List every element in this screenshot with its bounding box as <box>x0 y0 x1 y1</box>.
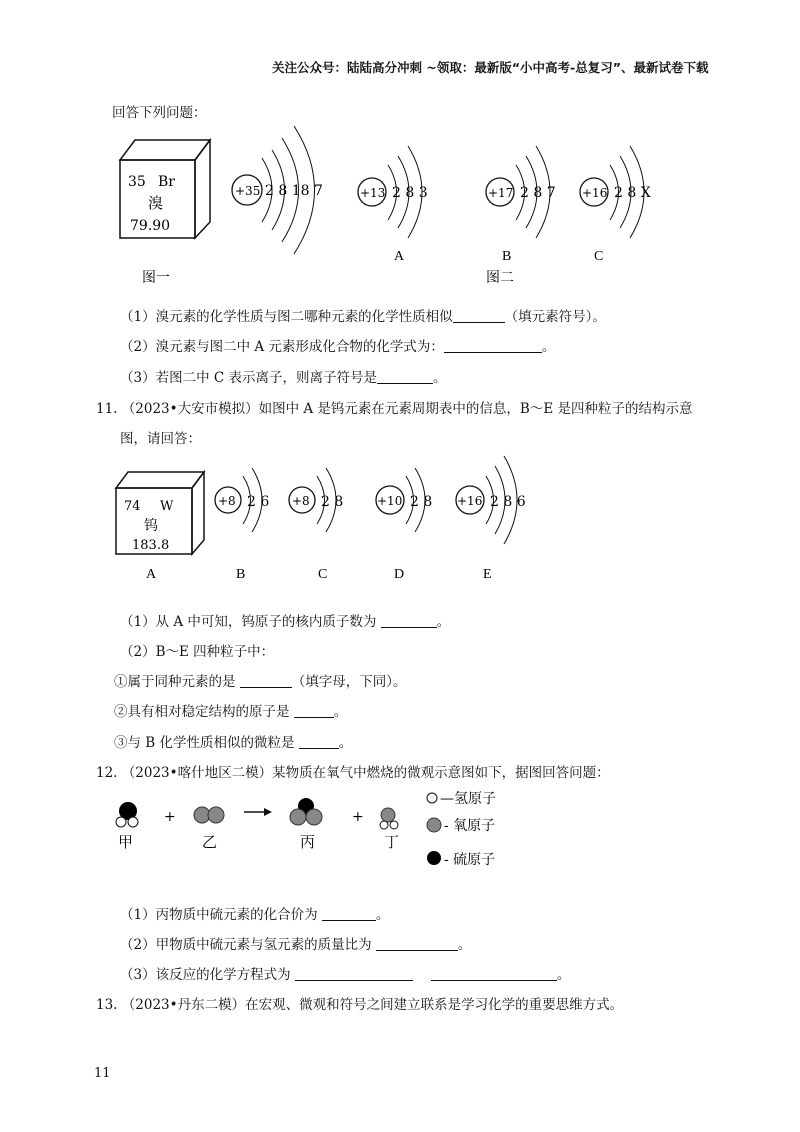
q11-label-b: B <box>236 567 246 582</box>
atom-a-nucleus: +13 <box>360 186 386 200</box>
atom-legend <box>427 791 496 868</box>
intro-text: 回答下列问题： <box>112 105 207 121</box>
q11-item-5: ③与 B 化学性质相似的微粒是 。 <box>114 735 353 751</box>
q12-item-1: （1）丙物质中硫元素的化合价为 。 <box>120 907 390 923</box>
page-number: 11 <box>94 1066 111 1081</box>
molecule-jia <box>116 802 138 851</box>
plus-sign-2: + <box>352 809 364 825</box>
particle-c-nucleus: +8 <box>292 494 310 508</box>
q11-item-2: （2）B～E 四种粒子中： <box>120 644 275 660</box>
particle-d-nucleus: +10 <box>377 494 403 508</box>
q11-title-line2: 图，请回答： <box>120 431 201 447</box>
q10-item-3: （3）若图二中 C 表示离子，则离子符号是 。 <box>120 370 447 386</box>
answer-blank[interactable] <box>431 966 557 981</box>
molecule-ding <box>380 808 399 851</box>
atom-a-diagram <box>358 146 428 264</box>
answer-blank[interactable] <box>299 734 339 749</box>
q11-label-a: A <box>146 567 157 582</box>
answer-blank[interactable] <box>453 308 505 323</box>
label-bing: 丙 <box>300 833 316 851</box>
q10-figure <box>100 120 700 290</box>
legend-hydrogen: —氢原子 <box>440 791 496 807</box>
bromine-element-box <box>120 140 210 238</box>
particle-c-diagram <box>289 468 343 532</box>
q11-item-1: （1）从 A 中可知，钨原子的核内质子数为 。 <box>120 614 451 630</box>
particle-c-shells: 2 8 <box>321 494 344 510</box>
atom-b-nucleus: +17 <box>488 186 514 200</box>
answer-blank[interactable] <box>294 703 334 718</box>
plus-sign-1: + <box>164 809 176 825</box>
tungsten-element-box <box>116 472 204 554</box>
q12-title: 12. （2023•喀什地区二模）某物质在氧气中燃烧的微观示意图如下，据图回答问题： <box>96 765 610 781</box>
label-jia: 甲 <box>118 833 134 851</box>
particle-b-diagram <box>215 468 269 532</box>
answer-blank[interactable] <box>444 338 542 353</box>
br-number: 35 <box>128 174 146 190</box>
q13-title: 13. （2023•丹东二模）在宏观、微观和符号之间建立联系是学习化学的重要思维方式。 <box>96 997 624 1013</box>
atom-a-shells: 2 8 3 <box>392 185 428 201</box>
reaction-arrow <box>244 808 272 816</box>
answer-blank[interactable] <box>295 966 413 981</box>
q11-figure <box>100 450 660 585</box>
atom-c-shells: 2 8 X <box>614 185 651 201</box>
q11-label-c: C <box>318 567 328 582</box>
br-name: 溴 <box>148 194 164 212</box>
q12-item-2: （2）甲物质中硫元素与氢元素的质量比为 。 <box>120 937 472 953</box>
atom-c-nucleus: +16 <box>582 186 608 200</box>
answer-blank[interactable] <box>240 673 292 688</box>
particle-e-diagram <box>456 456 526 544</box>
page-header: 关注公众号：陆陆高分冲刺 ~领取：最新版“小中高考-总复习”、最新试卷下载 <box>272 60 709 75</box>
q11-title-line1: 11. （2023•大安市模拟）如图中 A 是钨元素在元素周期表中的信息，B～E 是四种粒子的结构示意 <box>96 401 693 417</box>
w-symbol: W <box>160 499 174 514</box>
atom-a-label: A <box>394 249 405 264</box>
molecule-bing <box>290 798 322 851</box>
br-shells: 2 8 18 7 <box>265 183 323 199</box>
fig1-label: 图一 <box>142 270 170 286</box>
atom-b-diagram <box>486 146 556 264</box>
answer-blank[interactable] <box>376 936 458 951</box>
q11-label-e: E <box>483 567 492 582</box>
answer-blank[interactable] <box>377 369 433 384</box>
w-number: 74 <box>124 499 141 514</box>
q10-item-2: （2）溴元素与图二中 A 元素形成化合物的化学式为： 。 <box>120 339 556 355</box>
particle-e-nucleus: +16 <box>457 494 483 508</box>
br-mass: 79.90 <box>130 218 171 234</box>
w-name: 钨 <box>144 518 158 534</box>
atom-c-label: C <box>594 249 604 264</box>
br-symbol: Br <box>158 174 175 190</box>
q12-reaction-diagram <box>100 785 540 885</box>
fig2-label: 图二 <box>486 270 514 286</box>
q12-item-3: （3）该反应的化学方程式为 。 <box>120 967 571 983</box>
answer-blank[interactable] <box>381 613 437 628</box>
legend-sulfur: - 硫原子 <box>444 852 496 868</box>
particle-d-diagram <box>376 468 432 532</box>
particle-e-shells: 2 8 6 <box>490 494 526 510</box>
q11-item-3: ①属于同种元素的是 （填字母，下同）。 <box>114 674 407 690</box>
particle-b-shells: 2 6 <box>247 494 270 510</box>
answer-blank[interactable] <box>322 906 376 921</box>
bromine-atom-diagram <box>232 126 323 254</box>
label-yi: 乙 <box>202 833 218 851</box>
q11-item-4: ②具有相对稳定结构的原子是 。 <box>114 704 348 720</box>
atom-c-diagram <box>580 146 651 264</box>
atom-b-shells: 2 8 7 <box>520 185 556 201</box>
particle-b-nucleus: +8 <box>218 494 236 508</box>
atom-b-label: B <box>502 249 512 264</box>
w-mass: 183.8 <box>132 538 170 553</box>
q10-item-1: （1）溴元素的化学性质与图二哪种元素的化学性质相似 （填元素符号）。 <box>120 309 606 325</box>
legend-oxygen: - 氧原子 <box>444 818 496 834</box>
q11-label-d: D <box>394 567 405 582</box>
particle-d-shells: 2 8 <box>410 494 433 510</box>
molecule-yi <box>194 807 224 851</box>
br-nucleus: +35 <box>235 184 261 198</box>
label-ding: 丁 <box>384 833 400 851</box>
